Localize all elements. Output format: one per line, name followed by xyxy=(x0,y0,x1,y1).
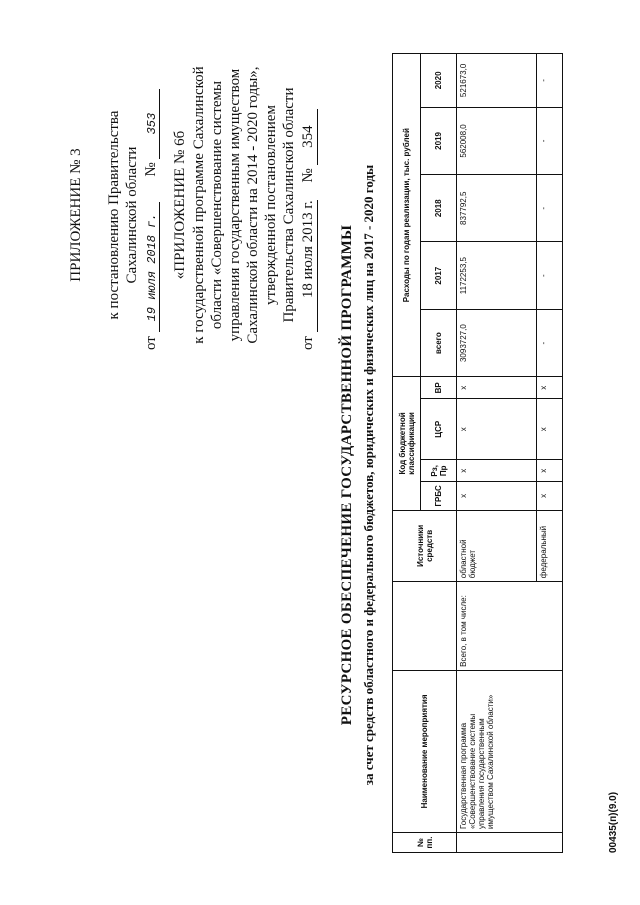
csr-cell: x xyxy=(537,399,563,460)
appendix-6b-line6: Правительства Сахалинской области xyxy=(281,87,297,323)
col-header-2018: 2018 xyxy=(421,175,457,242)
resource-table xyxy=(392,53,563,853)
grbs-cell: x xyxy=(537,482,563,510)
col-header-budget-code: Код бюджетной классификации xyxy=(393,377,421,510)
col-header-expenses: Расходы по годам реализации, тыс. рублей xyxy=(393,54,421,377)
appendix-6b-date-line xyxy=(300,109,318,350)
y2020-cell: 521673,0 xyxy=(457,54,537,108)
appendix-6b-line4: Сахалинской области на 2014 - 2020 годы», xyxy=(245,66,261,344)
decree-number: 353 xyxy=(145,89,160,159)
appendix-6b-line1: к государственной программе Сахалинской xyxy=(191,66,207,344)
col-header-name: Наименование мероприятия xyxy=(393,670,457,832)
col-header-source: Источники средств xyxy=(393,510,457,582)
total-cell: - xyxy=(537,309,563,376)
col-header-num: № пп. xyxy=(393,833,457,853)
source-cell: федеральный xyxy=(537,510,563,582)
appendix-6b-line3: управления государственным имуществом xyxy=(227,68,243,342)
y2019-cell: 562008,0 xyxy=(457,107,537,174)
document-subtitle: за счет средств областного и федерального бюджетов, юридических и физических лиц на 2017 - 2020 годы xyxy=(361,164,376,786)
col-header-2019: 2019 xyxy=(421,107,457,174)
y2018-cell: 837792,5 xyxy=(457,175,537,242)
rz-cell: x xyxy=(457,460,537,482)
col-header-2017: 2017 xyxy=(421,242,457,309)
appendix-6b-number: 354 xyxy=(300,109,318,165)
col-header-total: всего xyxy=(421,309,457,376)
col-header-csr: ЦСР xyxy=(421,399,457,460)
decree-date-line xyxy=(143,89,160,350)
rz-cell: x xyxy=(537,460,563,482)
appendix-title: ПРИЛОЖЕНИЕ № 3 xyxy=(68,148,84,282)
number-label: № xyxy=(143,162,159,177)
to-decree-line2: Сахалинской области xyxy=(124,146,140,284)
y2018-cell: - xyxy=(537,175,563,242)
appendix-6b-line2: области «Совершенствование системы xyxy=(209,80,225,330)
csr-cell: x xyxy=(457,399,537,460)
y2017-cell: - xyxy=(537,242,563,309)
total-label: Всего, в том числе: xyxy=(457,582,563,671)
to-decree-line1: к постановлению Правительства xyxy=(106,110,122,320)
col-header-vr: ВР xyxy=(421,377,457,399)
vr-cell: x xyxy=(457,377,537,399)
col-header-executor xyxy=(393,582,457,671)
appendix-6b-from-label: от xyxy=(300,336,316,350)
appendix-6b-title: «ПРИЛОЖЕНИЕ № 6б xyxy=(172,130,188,280)
col-header-2020: 2020 xyxy=(421,54,457,108)
y2020-cell: - xyxy=(537,54,563,108)
appendix-6b-line5: утвержденной постановлением xyxy=(263,105,279,305)
vr-cell: x xyxy=(537,377,563,399)
y2019-cell: - xyxy=(537,107,563,174)
grbs-cell: x xyxy=(457,482,537,510)
col-header-rz-pr: Рз, Пр xyxy=(421,460,457,482)
document-title: РЕСУРСНОЕ ОБЕСПЕЧЕНИЕ ГОСУДАРСТВЕННОЙ ПРОГРАММЫ xyxy=(339,224,355,726)
from-label: от xyxy=(143,336,159,350)
table-row xyxy=(457,54,537,853)
total-cell: 3093727,0 xyxy=(457,309,537,376)
appendix-6b-date: 18 июля 2013 г. xyxy=(300,200,318,332)
col-header-grbs: ГРБС xyxy=(421,482,457,510)
appendix-6b-number-label: № xyxy=(300,168,316,183)
decree-date: 19 июля 2018 г. xyxy=(145,202,160,332)
program-name: Государственная программа «Совершенствование системы управления государственным имуществом Сахалинской области» xyxy=(457,670,563,832)
footer-code: 00435(п)(9.0) xyxy=(608,791,619,853)
source-cell: областной бюджет xyxy=(457,510,537,582)
row-num xyxy=(457,833,563,853)
y2017-cell: 1172253,5 xyxy=(457,242,537,309)
